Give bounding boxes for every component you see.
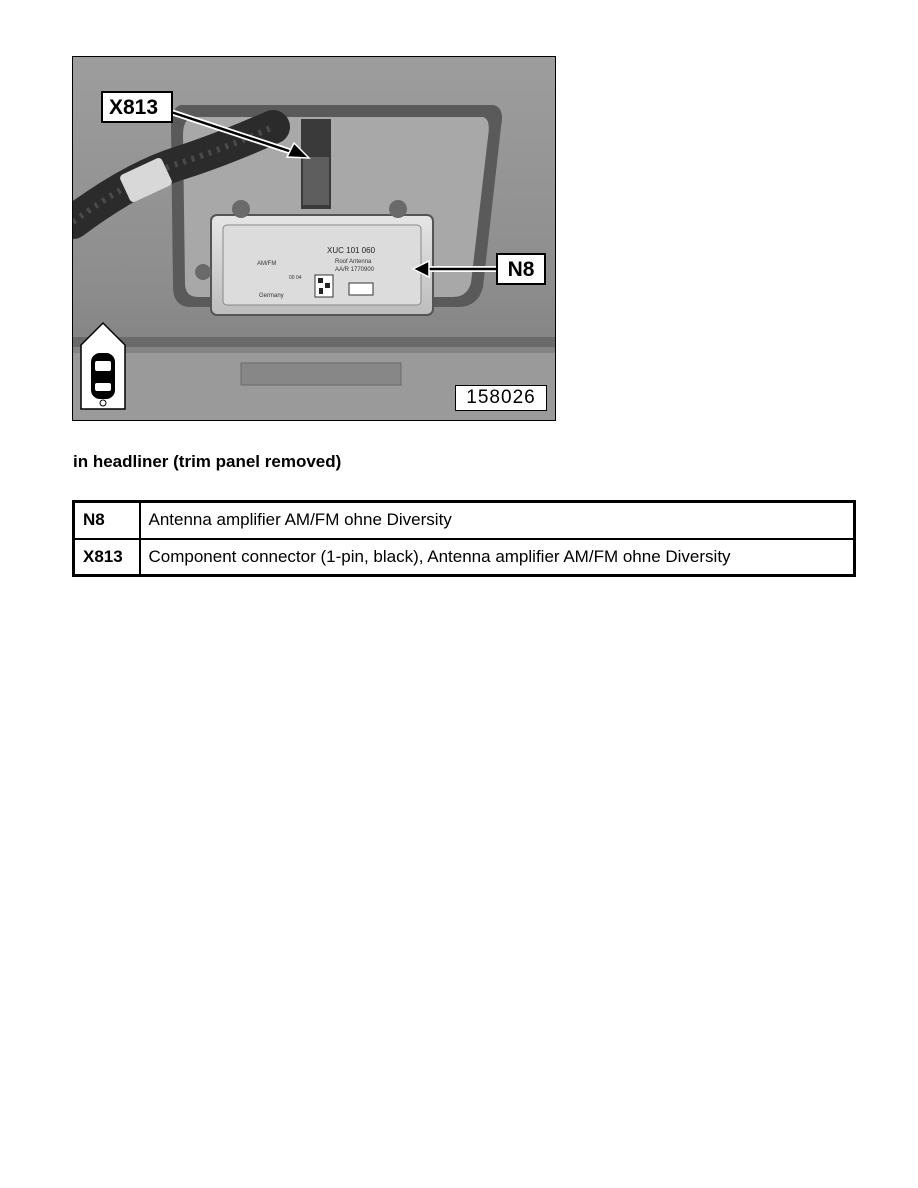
svg-text:XUC 101 060: XUC 101 060 <box>327 246 376 255</box>
figure-caption: in headliner (trim panel removed) <box>73 452 342 471</box>
table-row <box>74 539 855 576</box>
svg-text:AM/FM: AM/FM <box>257 261 277 267</box>
component-code: N8 <box>74 502 140 539</box>
component-legend-table <box>72 500 856 577</box>
svg-text:00 04: 00 04 <box>289 275 302 281</box>
table-row <box>74 502 855 539</box>
component-location-photo <box>72 56 556 421</box>
callout-n8: N8 <box>496 253 546 285</box>
component-description: Component connector (1-pin, black), Antenna amplifier AM/FM ohne Diversity <box>140 539 855 576</box>
svg-text:Germany: Germany <box>259 293 284 299</box>
component-description: Antenna amplifier AM/FM ohne Diversity <box>140 502 855 539</box>
image-number: 158026 <box>455 385 547 411</box>
callout-x813: X813 <box>101 91 173 123</box>
svg-text:AA/R 1770900: AA/R 1770900 <box>335 267 375 273</box>
component-code: X813 <box>74 539 140 576</box>
svg-text:Roof Antenna: Roof Antenna <box>335 259 372 265</box>
